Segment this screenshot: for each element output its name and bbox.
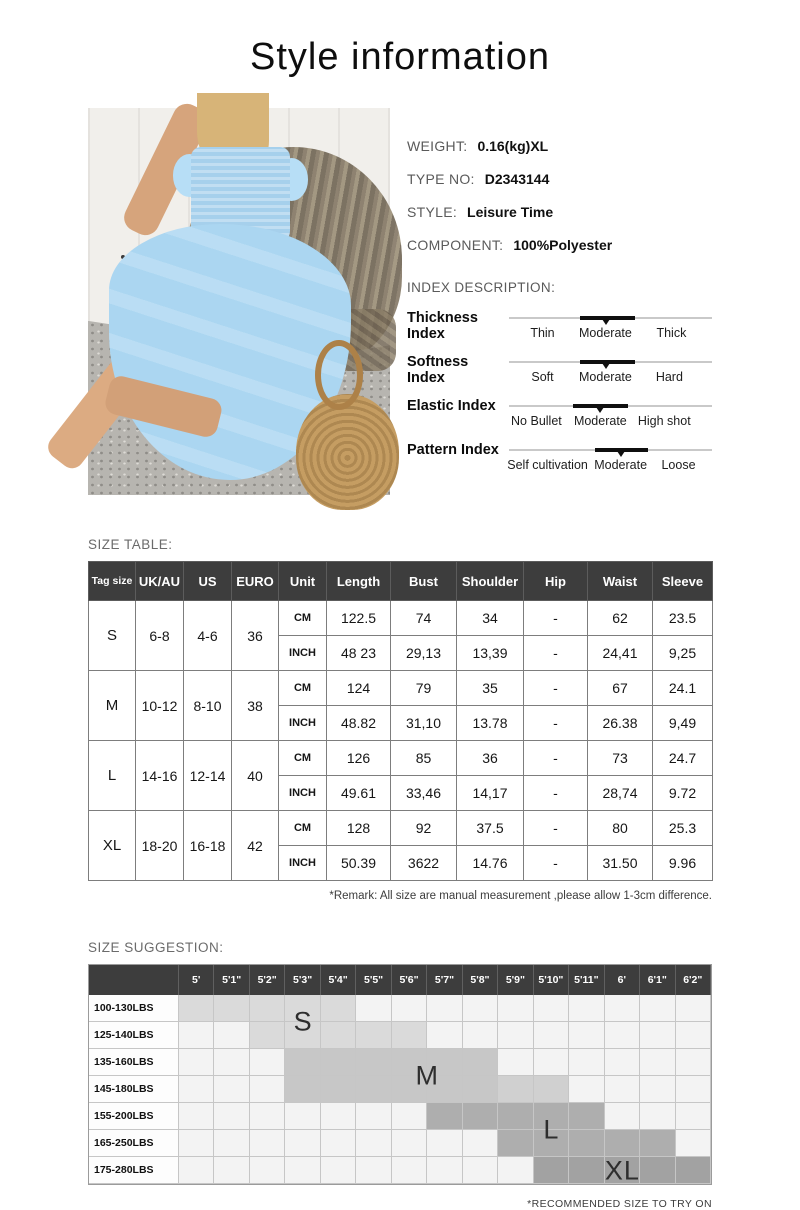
suggestion-cell xyxy=(285,1076,320,1103)
measure-cell: 73 xyxy=(588,741,653,776)
measure-cell: 50.39 xyxy=(327,846,391,881)
index-scale-label: Moderate xyxy=(594,458,648,472)
index-scale-label: Thin xyxy=(530,326,555,340)
index-scale-label: No Bullet xyxy=(511,414,562,428)
suggestion-cell xyxy=(569,1157,604,1184)
measure-cell: 23.5 xyxy=(653,601,713,636)
suggestion-cell xyxy=(250,995,285,1022)
suggestion-cell xyxy=(179,1022,214,1049)
index-name: Softness Index xyxy=(407,354,469,386)
height-header-cell: 5'1" xyxy=(214,965,249,995)
field-value: 100%Polyester xyxy=(513,237,613,253)
suggestion-cell xyxy=(214,1022,249,1049)
height-header-cell: 6'1" xyxy=(640,965,675,995)
measure-cell: 37.5 xyxy=(457,811,524,846)
size-span-cell: S xyxy=(89,601,136,671)
measure-cell: - xyxy=(524,636,588,671)
measure-cell: 48.82 xyxy=(327,706,391,741)
suggestion-cell xyxy=(285,1103,320,1130)
height-header-cell: 5'2" xyxy=(250,965,285,995)
measure-cell: 49.61 xyxy=(327,776,391,811)
index-bar xyxy=(509,309,712,353)
suggestion-cell xyxy=(534,995,569,1022)
height-header-cell: 6'2" xyxy=(676,965,711,995)
suggestion-cell xyxy=(214,1103,249,1130)
suggestion-cell xyxy=(676,1022,711,1049)
page-title: Style information xyxy=(249,36,550,78)
measure-cell: 13.78 xyxy=(457,706,524,741)
measure-cell: 9.96 xyxy=(653,846,713,881)
unit-cell: CM xyxy=(279,741,327,776)
index-scale-label: Hard xyxy=(655,370,683,384)
suggestion-cell xyxy=(214,995,249,1022)
suggestion-cell xyxy=(392,1157,427,1184)
measure-cell: 126 xyxy=(327,741,391,776)
index-bar xyxy=(509,353,712,397)
height-header-cell: 5'4" xyxy=(321,965,356,995)
product-field xyxy=(407,204,712,220)
field-label: WEIGHT: xyxy=(407,138,468,154)
suggestion-cell xyxy=(640,995,675,1022)
weight-label-cell: 100-130LBS xyxy=(89,995,179,1022)
measure-cell: 128 xyxy=(327,811,391,846)
index-bar xyxy=(509,397,712,441)
measure-cell: 29,13 xyxy=(391,636,457,671)
size-table-heading: SIZE TABLE: xyxy=(88,537,173,552)
suggestion-cell xyxy=(285,1130,320,1157)
index-row xyxy=(407,441,712,485)
size-region-letter: M xyxy=(415,1060,440,1091)
suggestion-cell xyxy=(427,1022,462,1049)
suggestion-cell xyxy=(605,1103,640,1130)
measure-cell: - xyxy=(524,706,588,741)
index-scale-label: Soft xyxy=(531,370,554,384)
index-scale-label: Moderate xyxy=(579,326,632,340)
product-field xyxy=(407,237,712,253)
suggestion-cell xyxy=(569,1022,604,1049)
field-value: D2343144 xyxy=(484,171,550,187)
measure-cell: 24.7 xyxy=(653,741,713,776)
suggestion-cell xyxy=(250,1049,285,1076)
suggestion-cell xyxy=(676,1157,711,1184)
measure-cell: 25.3 xyxy=(653,811,713,846)
size-col-header: Sleeve xyxy=(653,562,713,601)
size-col-header: Shoulder xyxy=(457,562,524,601)
suggestion-cell xyxy=(392,1022,427,1049)
size-span-cell: M xyxy=(89,671,136,741)
size-span-cell: 42 xyxy=(232,811,279,881)
size-span-cell: 14-16 xyxy=(136,741,184,811)
size-col-header: UK/AU xyxy=(136,562,184,601)
suggestion-cell xyxy=(427,995,462,1022)
unit-cell: CM xyxy=(279,671,327,706)
suggestion-cell xyxy=(356,1022,391,1049)
size-col-header: Unit xyxy=(279,562,327,601)
suggestion-cell xyxy=(179,1130,214,1157)
size-col-header: Waist xyxy=(588,562,653,601)
suggestion-cell xyxy=(640,1157,675,1184)
measure-cell: - xyxy=(524,601,588,636)
suggestion-cell xyxy=(179,995,214,1022)
index-list xyxy=(407,309,712,485)
size-col-header: Tag size xyxy=(89,562,136,601)
weight-label-cell: 145-180LBS xyxy=(89,1076,179,1103)
index-row xyxy=(407,309,712,353)
suggestion-cell xyxy=(605,1130,640,1157)
size-suggestion-chart xyxy=(88,964,712,1185)
unit-cell: INCH xyxy=(279,706,327,741)
weight-label-cell: 155-200LBS xyxy=(89,1103,179,1130)
top-section xyxy=(88,108,712,495)
size-col-header: Bust xyxy=(391,562,457,601)
product-field xyxy=(407,138,712,154)
height-header-cell: 5'9" xyxy=(498,965,533,995)
product-field xyxy=(407,171,712,187)
suggestion-cell xyxy=(676,1130,711,1157)
straw-bag xyxy=(296,394,399,510)
suggestion-cell xyxy=(356,1157,391,1184)
suggestion-cell xyxy=(640,1022,675,1049)
unit-cell: CM xyxy=(279,601,327,636)
suggestion-cell xyxy=(250,1103,285,1130)
index-row xyxy=(407,397,712,441)
size-span-cell: 8-10 xyxy=(184,671,232,741)
suggestion-cell xyxy=(640,1049,675,1076)
measure-cell: - xyxy=(524,846,588,881)
size-col-header: Hip xyxy=(524,562,588,601)
suggestion-cell xyxy=(427,1157,462,1184)
suggestion-cell xyxy=(534,1076,569,1103)
measure-cell: 13,39 xyxy=(457,636,524,671)
index-marker-icon xyxy=(596,407,604,413)
measure-cell: 62 xyxy=(588,601,653,636)
height-header-cell: 5'11" xyxy=(569,965,604,995)
suggestion-cell xyxy=(640,1130,675,1157)
unit-cell: INCH xyxy=(279,846,327,881)
suggestion-cell xyxy=(321,1049,356,1076)
index-row xyxy=(407,353,712,397)
weight-label-cell: 135-160LBS xyxy=(89,1049,179,1076)
weight-label-cell: 175-280LBS xyxy=(89,1157,179,1184)
suggestion-cell xyxy=(534,1022,569,1049)
suggestion-cell xyxy=(214,1049,249,1076)
index-scale-label: Thick xyxy=(656,326,687,340)
suggestion-cell xyxy=(676,995,711,1022)
measure-cell: 14.76 xyxy=(457,846,524,881)
field-label: TYPE NO: xyxy=(407,171,475,187)
measure-cell: 14,17 xyxy=(457,776,524,811)
index-scale-label: High shot xyxy=(637,414,691,428)
suggestion-cell xyxy=(250,1157,285,1184)
suggestion-cell xyxy=(640,1076,675,1103)
measure-cell: 35 xyxy=(457,671,524,706)
suggestion-cell xyxy=(463,1076,498,1103)
measure-cell: - xyxy=(524,741,588,776)
suggestion-cell xyxy=(427,1103,462,1130)
suggestion-cell xyxy=(569,1049,604,1076)
size-span-cell: 36 xyxy=(232,601,279,671)
index-name: Elastic Index xyxy=(407,398,496,414)
suggestion-cell xyxy=(463,1049,498,1076)
measure-cell: 74 xyxy=(391,601,457,636)
suggestion-cell xyxy=(214,1130,249,1157)
suggestion-cell xyxy=(179,1049,214,1076)
product-info-panel xyxy=(390,108,712,495)
product-photo xyxy=(88,108,390,495)
field-value: 0.16(kg)XL xyxy=(477,138,549,154)
size-table-header-row xyxy=(89,562,713,601)
size-span-cell: 12-14 xyxy=(184,741,232,811)
height-header-cell: 5'5" xyxy=(356,965,391,995)
suggestion-cell xyxy=(498,1130,533,1157)
height-header-cell: 5' xyxy=(179,965,214,995)
suggestion-cell xyxy=(321,1130,356,1157)
suggestion-cell xyxy=(214,1157,249,1184)
suggestion-cell xyxy=(392,995,427,1022)
size-col-header: EURO xyxy=(232,562,279,601)
size-span-cell: 38 xyxy=(232,671,279,741)
suggestion-cell xyxy=(179,1157,214,1184)
suggestion-cell xyxy=(498,1103,533,1130)
measure-cell: 92 xyxy=(391,811,457,846)
size-span-cell: XL xyxy=(89,811,136,881)
size-row-cm xyxy=(89,601,713,636)
suggestion-cell xyxy=(640,1103,675,1130)
size-span-cell: 16-18 xyxy=(184,811,232,881)
index-name: Pattern Index xyxy=(407,442,499,458)
index-name: Thickness Index xyxy=(407,310,478,342)
suggestion-cell xyxy=(356,1049,391,1076)
measure-cell: 9,25 xyxy=(653,636,713,671)
suggestion-cell xyxy=(321,995,356,1022)
suggestion-cell xyxy=(427,1130,462,1157)
field-value: Leisure Time xyxy=(467,204,554,220)
measure-cell: 31,10 xyxy=(391,706,457,741)
size-span-cell: 4-6 xyxy=(184,601,232,671)
suggestion-cell xyxy=(605,1022,640,1049)
suggestion-cell xyxy=(356,1076,391,1103)
index-description-heading: INDEX DESCRIPTION: xyxy=(407,280,556,295)
size-span-cell: 10-12 xyxy=(136,671,184,741)
unit-cell: INCH xyxy=(279,776,327,811)
measure-cell: 34 xyxy=(457,601,524,636)
index-scale-label: Moderate xyxy=(573,414,627,428)
index-bar xyxy=(509,441,712,485)
product-fields xyxy=(407,138,712,253)
size-span-cell: 6-8 xyxy=(136,601,184,671)
suggestion-cell xyxy=(676,1076,711,1103)
suggestion-cell xyxy=(569,1130,604,1157)
height-header-cell: 5'6" xyxy=(392,965,427,995)
measure-cell: 33,46 xyxy=(391,776,457,811)
suggestion-cell xyxy=(463,995,498,1022)
suggestion-cell xyxy=(392,1103,427,1130)
measure-cell: 122.5 xyxy=(327,601,391,636)
suggestion-cell xyxy=(463,1157,498,1184)
index-marker-icon xyxy=(602,363,610,369)
suggestion-cell xyxy=(321,1157,356,1184)
size-table-remark: *Remark: All size are manual measurement ,please allow 1-3cm difference. xyxy=(329,890,712,902)
size-row-cm xyxy=(89,671,713,706)
suggestion-cell xyxy=(463,1022,498,1049)
measure-cell: 36 xyxy=(457,741,524,776)
suggestion-cell xyxy=(605,1076,640,1103)
measure-cell: 28,74 xyxy=(588,776,653,811)
suggestion-cell xyxy=(250,1076,285,1103)
suggestion-cell xyxy=(498,1049,533,1076)
index-scale-label: Moderate xyxy=(579,370,632,384)
height-header-cell: 5'7" xyxy=(427,965,462,995)
height-header-cell: 6' xyxy=(605,965,640,995)
suggestion-cell xyxy=(676,1103,711,1130)
size-table xyxy=(88,561,713,881)
suggestion-cell xyxy=(463,1130,498,1157)
suggestion-cell xyxy=(498,1076,533,1103)
size-region-letter: L xyxy=(543,1114,560,1145)
height-header-cell: 5'8" xyxy=(463,965,498,995)
suggestion-cell xyxy=(179,1076,214,1103)
index-scale-label: Loose xyxy=(661,458,696,472)
index-marker-icon xyxy=(602,319,610,325)
weight-label-cell: 165-250LBS xyxy=(89,1130,179,1157)
suggestion-cell xyxy=(285,1157,320,1184)
height-header-cell: 5'3" xyxy=(285,965,320,995)
size-span-cell: 40 xyxy=(232,741,279,811)
suggestion-cell xyxy=(321,1103,356,1130)
suggestion-cell xyxy=(321,1076,356,1103)
size-row-cm xyxy=(89,741,713,776)
suggestion-cell xyxy=(534,1049,569,1076)
suggestion-cell xyxy=(605,995,640,1022)
suggestion-cell xyxy=(356,1130,391,1157)
suggestion-cell xyxy=(392,1130,427,1157)
unit-cell: CM xyxy=(279,811,327,846)
measure-cell: 79 xyxy=(391,671,457,706)
suggestion-cell xyxy=(321,1022,356,1049)
field-label: COMPONENT: xyxy=(407,237,504,253)
measure-cell: 9,49 xyxy=(653,706,713,741)
measure-cell: 26.38 xyxy=(588,706,653,741)
measure-cell: 80 xyxy=(588,811,653,846)
measure-cell: - xyxy=(524,671,588,706)
suggestion-cell xyxy=(214,1076,249,1103)
measure-cell: 24.1 xyxy=(653,671,713,706)
measure-cell: 48 23 xyxy=(327,636,391,671)
index-scale-label: Self cultivation xyxy=(507,458,588,472)
measure-cell: 24,41 xyxy=(588,636,653,671)
suggestion-cell xyxy=(356,995,391,1022)
unit-cell: INCH xyxy=(279,636,327,671)
suggestion-cell xyxy=(498,1022,533,1049)
suggestion-cell xyxy=(285,1049,320,1076)
measure-cell: 67 xyxy=(588,671,653,706)
measure-cell: 3622 xyxy=(391,846,457,881)
height-header-cell: 5'10" xyxy=(534,965,569,995)
size-region-letter: XL xyxy=(604,1155,640,1185)
size-region-letter: S xyxy=(293,1006,313,1037)
suggestion-cell xyxy=(498,1157,533,1184)
size-suggestion-heading: SIZE SUGGESTION: xyxy=(88,940,224,955)
index-marker-icon xyxy=(617,451,625,457)
measure-cell: 124 xyxy=(327,671,391,706)
recommended-size-footnote: *RECOMMENDED SIZE TO TRY ON xyxy=(527,1198,712,1210)
size-col-header: US xyxy=(184,562,232,601)
suggestion-cell xyxy=(179,1103,214,1130)
suggestion-cell xyxy=(569,1103,604,1130)
measure-cell: 85 xyxy=(391,741,457,776)
suggestion-cell xyxy=(250,1022,285,1049)
size-span-cell: 18-20 xyxy=(136,811,184,881)
size-col-header: Length xyxy=(327,562,391,601)
suggestion-cell xyxy=(569,995,604,1022)
suggestion-cell xyxy=(605,1049,640,1076)
measure-cell: - xyxy=(524,776,588,811)
measure-cell: 9.72 xyxy=(653,776,713,811)
suggestion-corner-cell xyxy=(89,965,179,995)
straw-bag-handle xyxy=(315,340,363,410)
suggestion-cell xyxy=(569,1076,604,1103)
suggestion-cell xyxy=(250,1130,285,1157)
measure-cell: - xyxy=(524,811,588,846)
suggestion-cell xyxy=(463,1103,498,1130)
suggestion-cell xyxy=(534,1157,569,1184)
field-label: STYLE: xyxy=(407,204,458,220)
size-span-cell: L xyxy=(89,741,136,811)
suggestion-cell xyxy=(676,1049,711,1076)
size-row-cm xyxy=(89,811,713,846)
measure-cell: 31.50 xyxy=(588,846,653,881)
suggestion-cell xyxy=(356,1103,391,1130)
weight-label-cell: 125-140LBS xyxy=(89,1022,179,1049)
suggestion-cell xyxy=(498,995,533,1022)
